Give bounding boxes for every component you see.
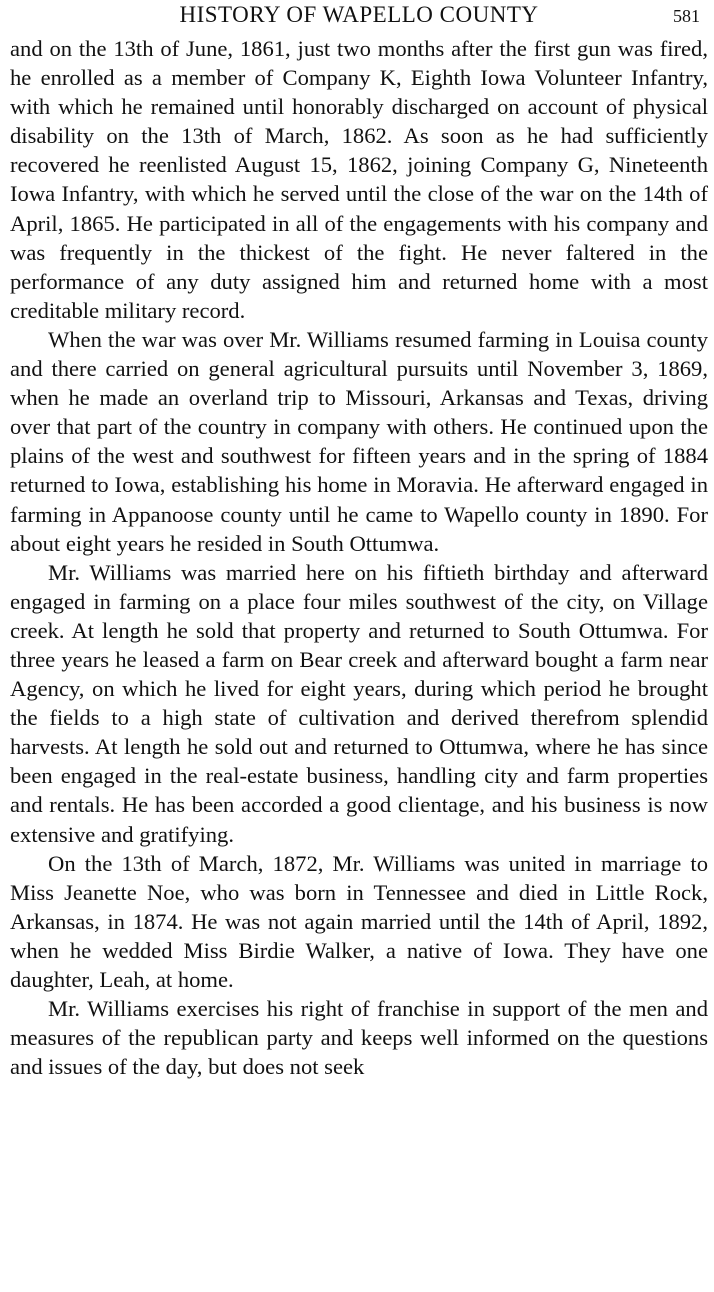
paragraph-military-service: and on the 13th of June, 1861, just two months after the first gun was fired, he enrolled as a member of Company K, Eighth Iowa Volunteer Infantry, with which he remained until honorably discharged on account of physical disability on the 13th of March, 1862. As soon as he had sufficiently recovered he reenlisted August 15, 1862, joining Company G, Nineteenth Iowa Infantry, with which he served until the close of the war on the 14th of April, 1865. He participated in all of the engagements with his company and was frequently in the thickest of the fight. He never faltered in the performance of any duty assigned him and returned home with a most creditable military record. — [10, 36, 708, 323]
paragraph-farming-business: Mr. Williams was married here on his fiftieth birthday and afterward engaged in farming on a place four miles southwest of the city, on Village creek. At length he sold that property and returned to South Ottumwa. For three years he leased a farm on Bear creek and afterward bought a farm near Agency, on which he lived for eight years, during which period he brought the fields to a high state of cultivation and derived therefrom splendid harvests. At length he sold out and returned to Ottumwa, where he has since been engaged in the real-estate business, handling city and farm properties and rentals. He has been accorded a good clientage, and his business is now extensive and gratifying. — [10, 559, 708, 847]
running-title: HISTORY OF WAPELLO COUNTY — [179, 2, 539, 27]
paragraph-politics: Mr. Williams exercises his right of franchise in support of the men and measures of the republican party and keeps well informed on the questions and issues of the day, but does not seek — [10, 996, 708, 1080]
running-head — [10, 0, 708, 34]
paragraph-marriage: On the 13th of March, 1872, Mr. Williams was united in marriage to Miss Jeanette Noe, who was born in Tennessee and died in Little Rock, Arkansas, in 1874. He was not again married until the 14th of April, 1892, when he wedded Miss Birdie Walker, a native of Iowa. They have one daughter, Leah, at home. — [10, 850, 708, 992]
body-text — [10, 34, 708, 1081]
paragraph-after-war: When the war was over Mr. Williams resumed farming in Louisa county and there carried on general agricultural pursuits until November 3, 1869, when he made an overland trip to Missouri, Arkansas and Texas, driving over that part of the country in company with others. He continued upon the plains of the west and southwest for fifteen years and in the spring of 1884 returned to Iowa, establishing his home in Moravia. He afterward engaged in farming in Appanoose county until he came to Wapello county in 1890. For about eight years he resided in South Ottumwa. — [10, 326, 708, 556]
page-number: 581 — [673, 6, 700, 26]
